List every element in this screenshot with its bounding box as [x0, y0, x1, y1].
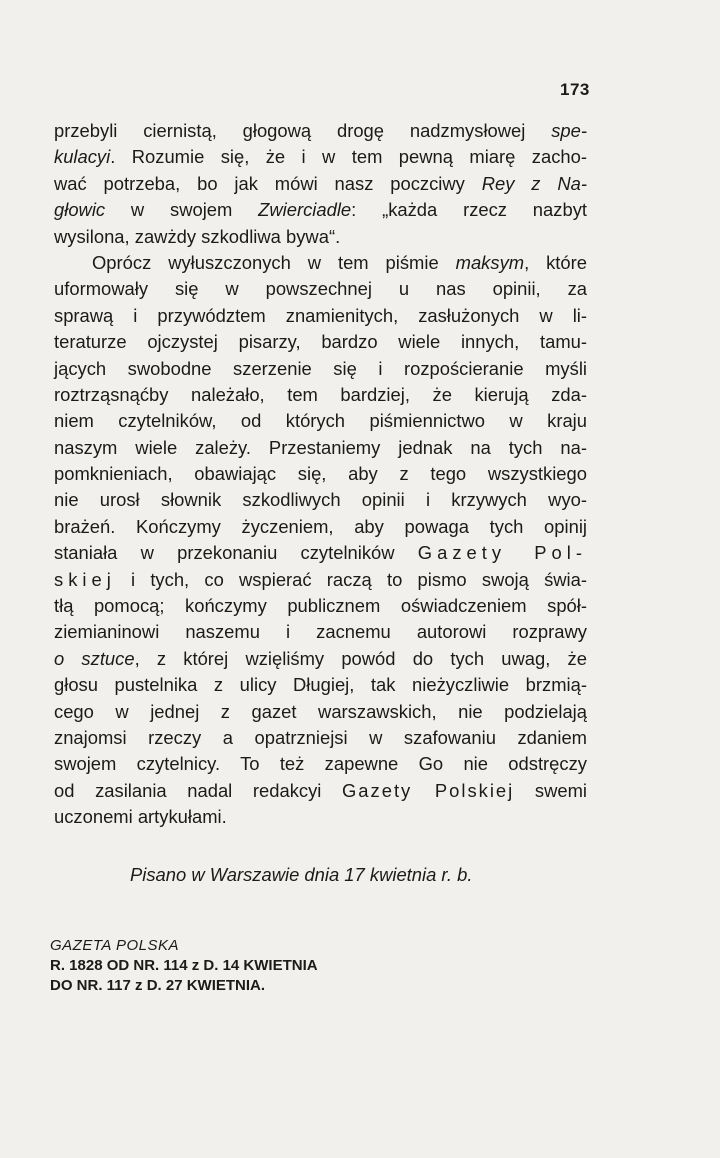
source-title: GAZETA POLSKA	[50, 937, 180, 954]
source-line-2: DO NR. 117 z D. 27 KWIETNIA.	[50, 977, 266, 994]
text-line: roztrząsnąćby należało, tem bardziej, że kierują zda-	[54, 383, 587, 405]
body-text	[54, 118, 587, 831]
text-line: uczonemi artykułami.	[54, 806, 227, 828]
text-line: brażeń. Kończymy życzeniem, aby powaga tych opinij	[54, 515, 587, 537]
text-line: niem czytelników, od których piśmiennictwo w kraju	[54, 410, 587, 432]
source-line-1: R. 1828 OD NR. 114 z D. 14 KWIETNIA	[50, 957, 318, 974]
text-line: ziemianinowi naszemu i zacnemu autorowi rozprawy	[54, 621, 587, 643]
text-line: naszym wiele zależy. Przestaniemy jednak na tych na-	[54, 436, 587, 458]
text-line: przebyli ciernistą, głogową drogę nadzmysłowej spe-	[54, 120, 587, 141]
text-line: pomknieniach, obawiając się, aby z tego wszystkiego	[54, 463, 587, 485]
text-line: jących swobodne szerzenie się i rozpościeranie myśli	[54, 357, 587, 379]
text-line: tłą pomocą; kończymy publicznem oświadczeniem spół-	[54, 595, 587, 617]
text-line: swojem czytelnicy. To też zapewne Go nie odstręczy	[54, 753, 587, 775]
text-line: wysilona, zawżdy szkodliwa bywa“.	[54, 225, 341, 247]
dateline-signature: Pisano w Warszawie dnia 17 kwietnia r. b.	[130, 864, 473, 885]
text-line: kulacyi. Rozumie się, że i w tem pewną miarę zacho-	[54, 146, 587, 168]
text-line: sprawą i przywództem znamienitych, zasłużonych w li-	[54, 304, 587, 326]
text-line: od zasilania nadal redakcyi Gazety Polskiej swemi	[54, 779, 587, 801]
page-number: 173	[560, 80, 590, 99]
text-line: skiej i tych, co wspierać raczą to pismo swoją świa-	[54, 568, 587, 590]
source-citation	[50, 936, 318, 996]
text-line: teraturze ojczystej pisarzy, bardzo wiele innych, tamu-	[54, 331, 587, 353]
text-line: głowic w swojem Zwierciadle: „każda rzecz nazbyt	[54, 199, 587, 221]
text-line: znajomsi rzeczy a opatrzniejsi w szafowaniu zdaniem	[54, 726, 587, 748]
text-line: staniała w przekonaniu czytelników Gazety Pol-	[54, 542, 587, 564]
text-line: Oprócz wyłuszczonych w tem piśmie maksym, które	[92, 251, 587, 273]
text-line: nie urosł słownik szkodliwych opinii i krzywych wyo-	[54, 489, 587, 511]
text-line: cego w jednej z gazet warszawskich, nie podzielają	[54, 700, 587, 722]
text-line: wać potrzeba, bo jak mówi nasz poczciwy Rey z Na-	[54, 172, 587, 194]
text-line: o sztuce, z której wzięliśmy powód do tych uwag, że	[54, 647, 587, 669]
text-line: głosu pustelnika z ulicy Długiej, tak nieżyczliwie brzmią-	[54, 674, 587, 696]
text-line: uformowały się w powszechnej u nas opinii, za	[54, 278, 587, 300]
